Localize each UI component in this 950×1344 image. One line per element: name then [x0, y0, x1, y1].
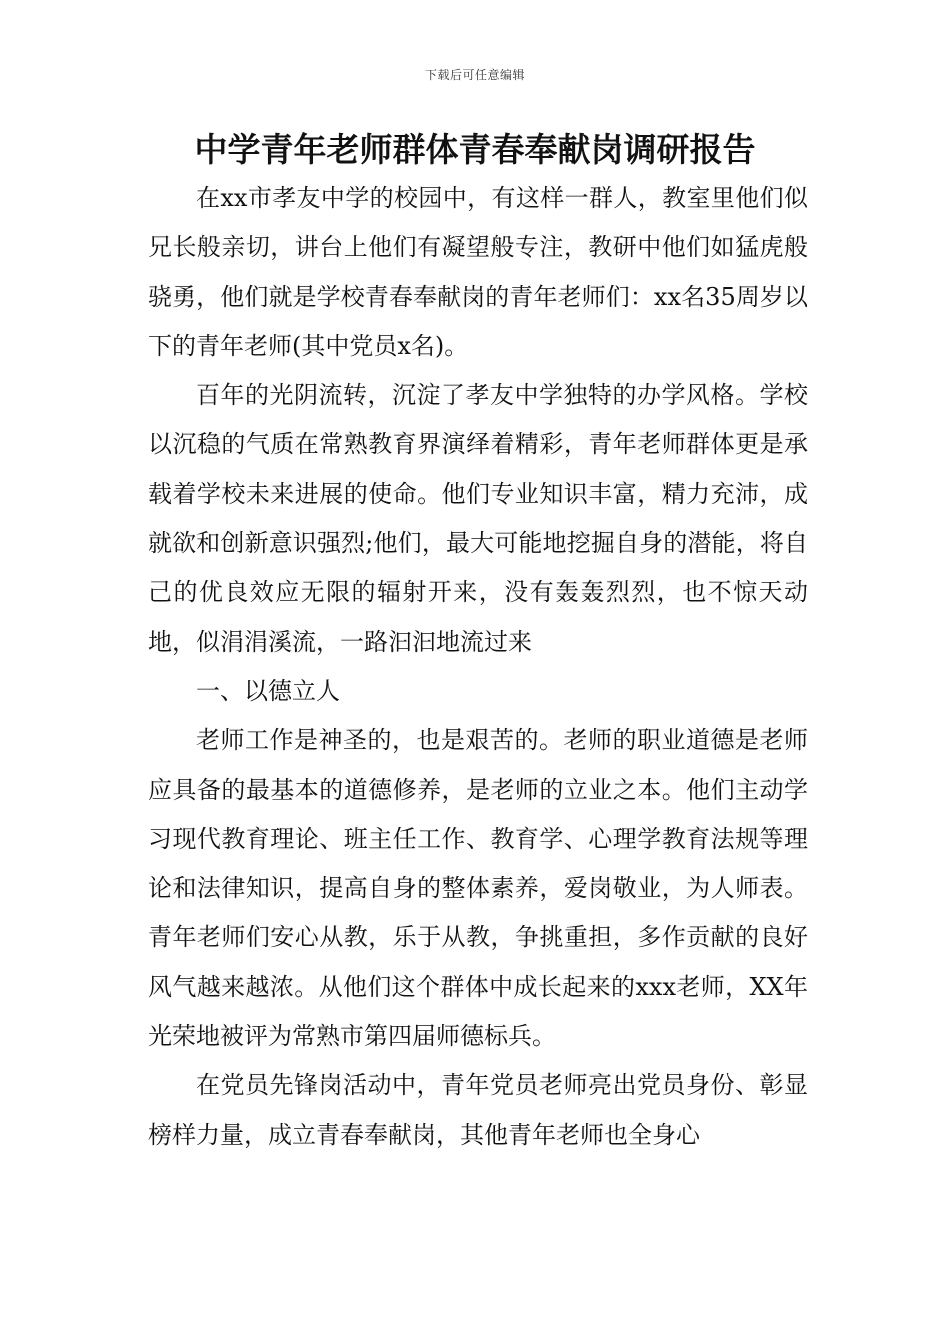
- paragraph-ethics: 老师工作是神圣的，也是艰苦的。老师的职业道德是老师应具备的最基本的道德修养，是老师的立业之本。他们主动学习现代教育理论、班主任工作、教育学、心理学教育法规等理论和法律知识，提高自身的整体素养，爱岗敬业，为人师表。青年老师们安心从教，乐于从教，争挑重担，多作贡献的良好风气越来越浓。从他们这个群体中成长起来的xxx老师，XX年光荣地被评为常熟市第四届师德标兵。: [148, 726, 808, 1051]
- document-body: [148, 174, 808, 1160]
- paragraph-party-pioneer: 在党员先锋岗活动中，青年党员老师亮出党员身份、彰显榜样力量，成立青春奉献岗，其他青年老师也全身心: [148, 1071, 808, 1149]
- section-heading-morality: 一、以德立人: [196, 676, 340, 705]
- paragraph-intro: 在xx市孝友中学的校园中，有这样一群人，教室里他们似兄长般亲切，讲台上他们有凝望般专注，教研中他们如猛虎般骁勇，他们就是学校青春奉献岗的青年老师们：xx名35周岁以下的青年老师(其中党员x名)。: [148, 184, 808, 360]
- header-note: 下载后可任意编辑: [424, 68, 525, 82]
- document-title: 中学青年老师群体青春奉献岗调研报告: [194, 130, 756, 169]
- paragraph-history: 百年的光阴流转，沉淀了孝友中学独特的办学风格。学校以沉稳的气质在常熟教育界演绎着精彩，青年老师群体更是承载着学校未来进展的使命。他们专业知识丰富，精力充沛，成就欲和创新意识强烈;他们，最大可能地挖掘自身的潜能，将自己的优良效应无限的辐射开来，没有轰轰烈烈，也不惊天动地，似涓涓溪流，一路汩汩地流过来: [148, 381, 808, 656]
